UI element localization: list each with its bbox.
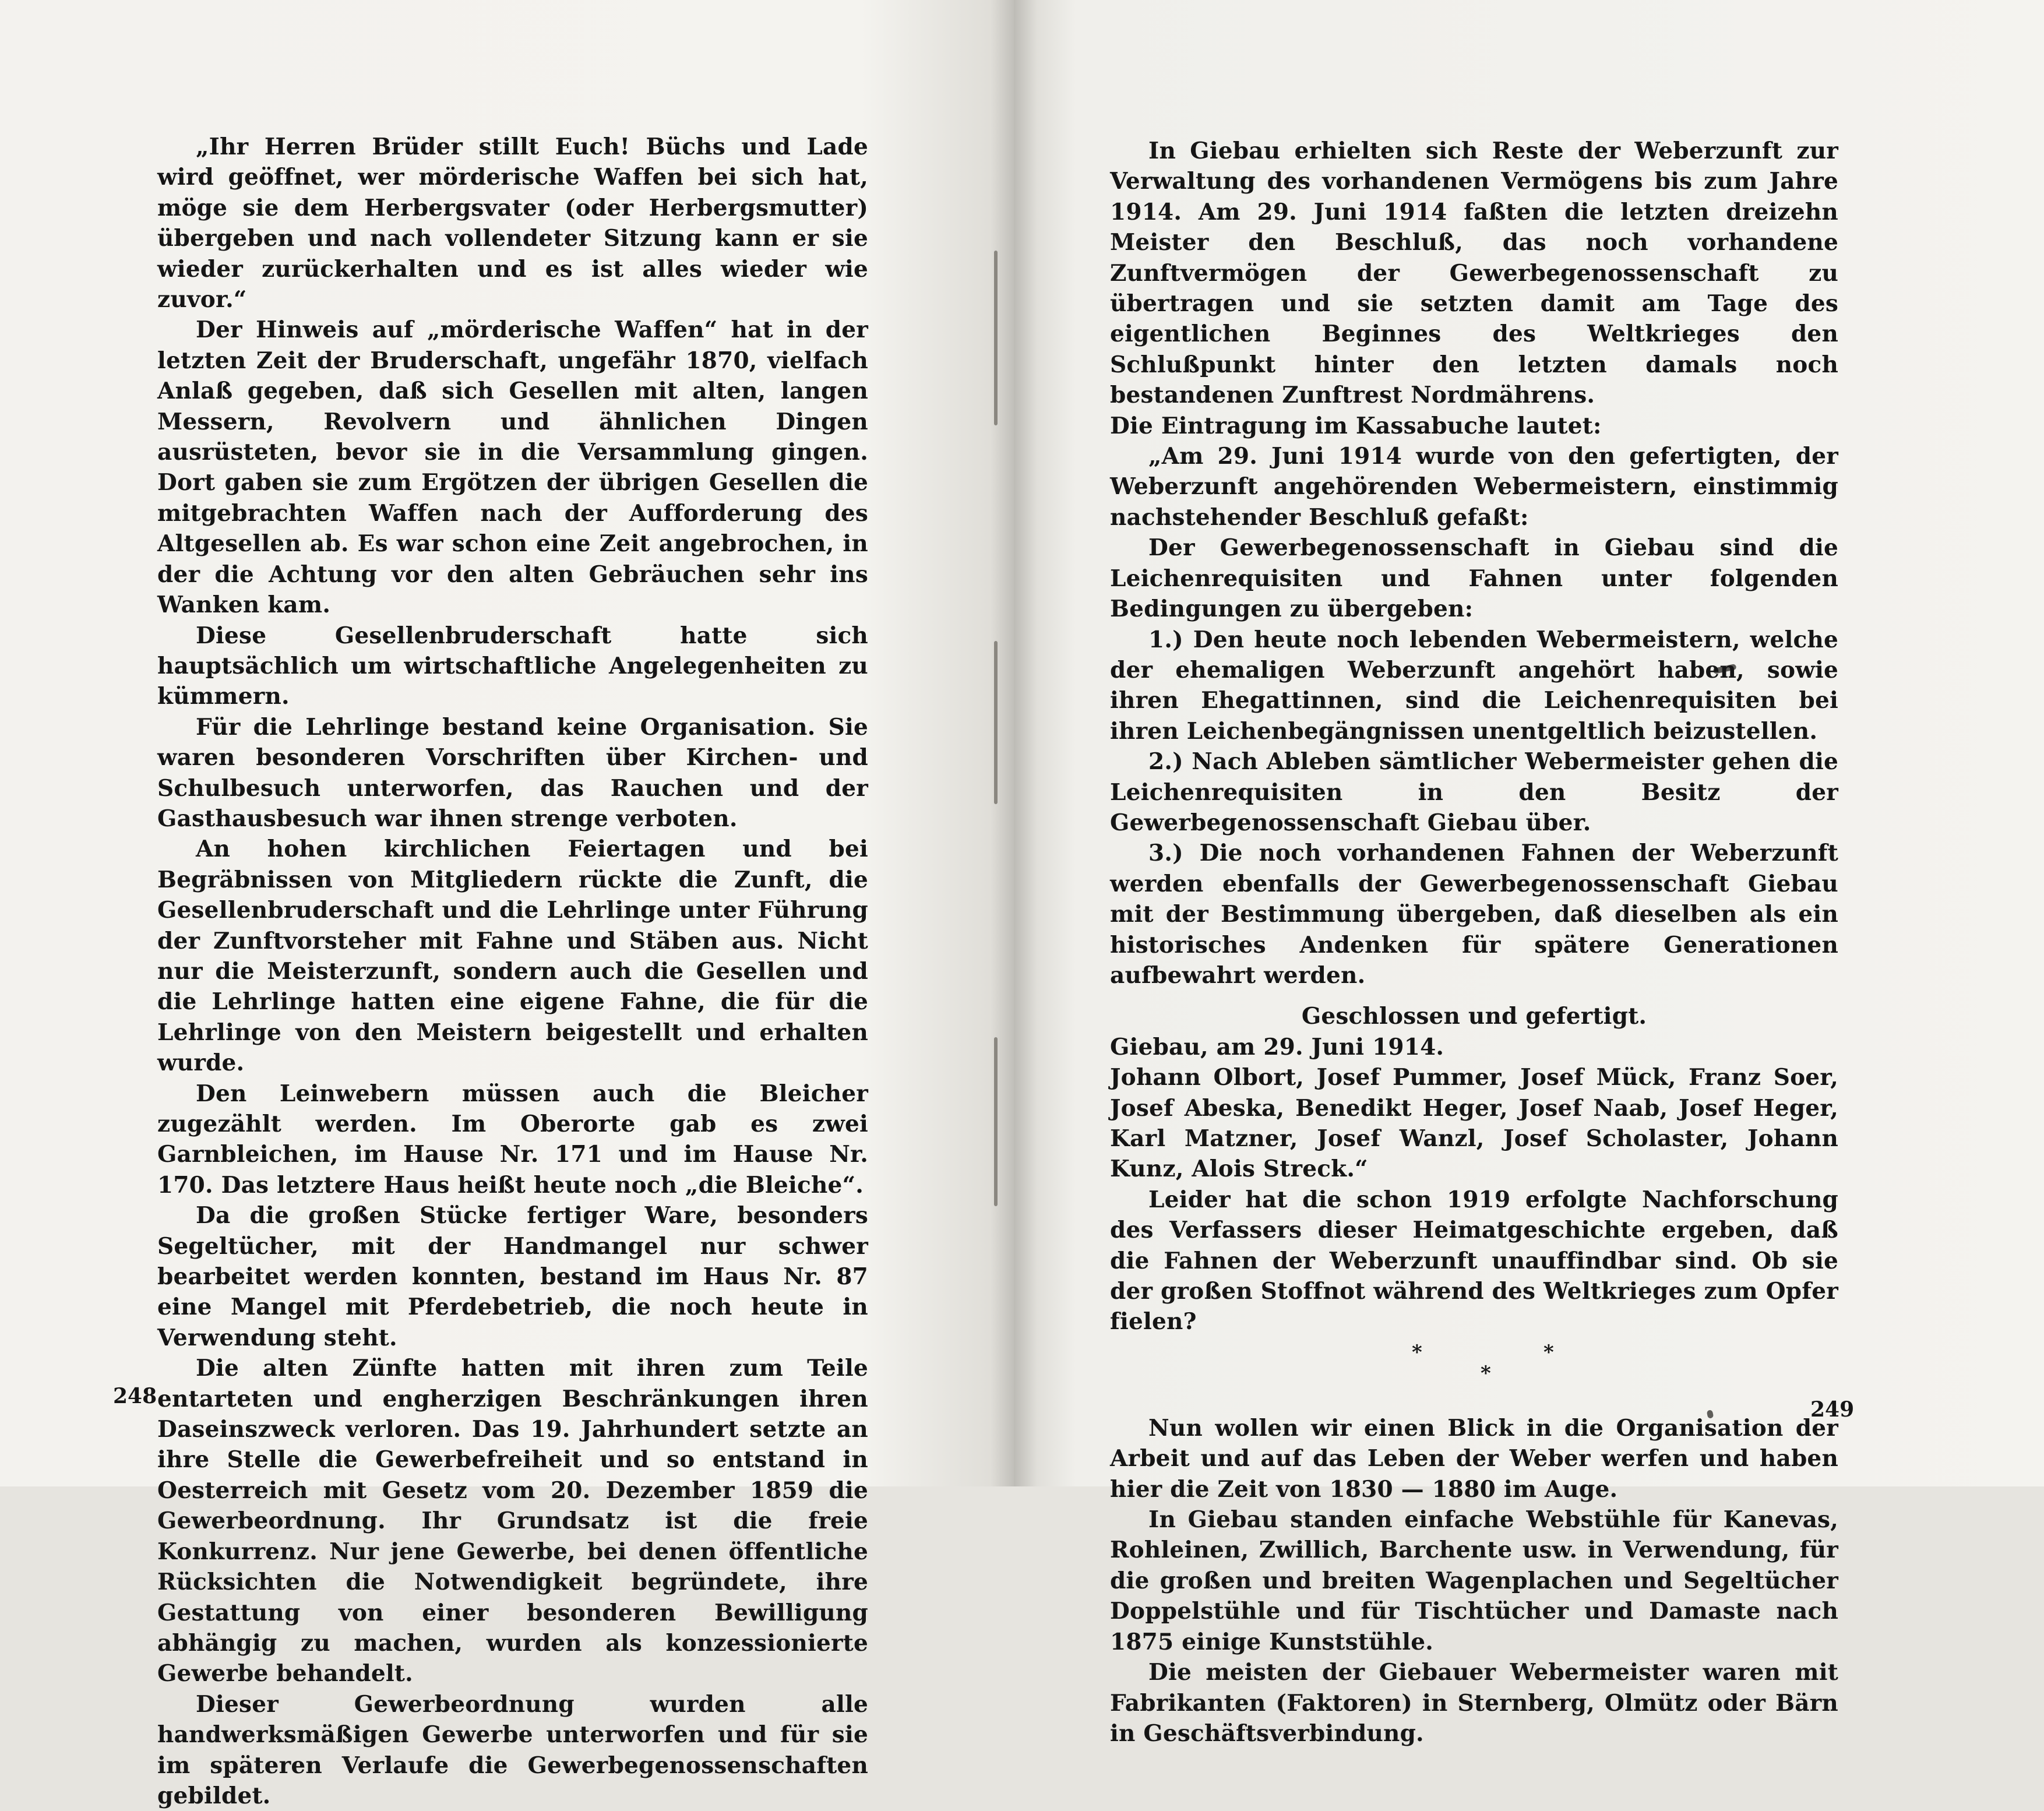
paragraph: Für die Lehrlinge bestand keine Organisation. Sie waren besonderen Vorschriften über Kirchen- und Schulbesuch unterworfen, das Rauchen und der Gasthausbesuch war ihnen strenge verboten. xyxy=(157,713,868,832)
paragraph: Dieser Gewerbeordnung wurden alle handwerksmäßigen Gewerbe unterworfen und für sie im späteren Verlaufe die Gewerbegenossenschaften gebildet. xyxy=(157,1690,868,1809)
binding-staple xyxy=(994,1037,998,1206)
book-gutter xyxy=(991,0,1037,1486)
paragraph: Nun wollen wir einen Blick in die Organisation der Arbeit und auf das Leben der Weber werfen und haben hier die Zeit von 1830 — 1880 im Auge. xyxy=(1110,1414,1838,1503)
paragraph: In Giebau standen einfache Webstühle für Kanevas, Rohleinen, Zwillich, Barchente usw. in Verwendung, für die großen und breiten Wagenplachen und Segeltücher Doppelstühle und für Tischtücher und Damaste nach 1875 einige Kunststühle. xyxy=(1110,1506,1838,1655)
closing-formula: Geschlossen und gefertigt. xyxy=(1301,1003,1647,1030)
paragraph: „Ihr Herren Brüder stillt Euch! Büchs und Lade wird geöffnet, wer mörderische Waffen bei sich hat, möge sie dem Herbergsvater (oder Herbergsmutter) übergeben und nach vollendeter Sitzung kann er sie wieder zurückerhalten und es ist alles wieder wie zuvor.“ xyxy=(157,133,868,313)
binding-staple xyxy=(994,641,998,804)
paragraph: Der Hinweis auf „mörderische Waffen“ hat in der letzten Zeit der Bruderschaft, ungefähr 1870, vielfach Anlaß gegeben, daß sich Gesellen mit alten, langen Messern, Revolvern und ähnlichen Dingen ausrüsteten, bevor sie in die Versammlung gingen. Dort gaben sie zum Ergötzen der übrigen Gesellen die mitgebrachten Waffen nach der Aufforderung des Altgesellen ab. Es war schon eine Zeit angebrochen, in der die Achtung vor den alten Gebräuchen sehr ins Wanken kam. xyxy=(157,316,868,619)
page-number-left: 248 xyxy=(113,1384,157,1408)
binding-staple xyxy=(994,251,998,425)
page-number-right: 249 xyxy=(1810,1397,1855,1422)
separator-star: * xyxy=(1543,1340,1554,1364)
left-page-text xyxy=(157,132,868,1811)
left-page xyxy=(0,0,1014,1809)
paragraph: Leider hat die schon 1919 erfolgte Nachforschung des Verfassers dieser Heimatgeschichte ergeben, daß die Fahnen der Weberzunft unauffindbar sind. Ob sie der großen Stoffnot während des Weltkrieges zum Opfer fielen? xyxy=(1110,1186,1838,1336)
quoted-resolution: „Am 29. Juni 1914 wurde von den gefertigten, der Weberzunft angehörenden Webermeistern, einstimmig nachstehender Beschluß gefaßt: xyxy=(1110,443,1838,531)
paragraph: Den Leinwebern müssen auch die Bleicher zugezählt werden. Im Oberorte gab es zwei Garnbleichen, im Hause Nr. 171 und im Hause Nr. 170. Das letztere Haus heißt heute noch „die Bleiche“. xyxy=(157,1080,868,1199)
place-and-date: Giebau, am 29. Juni 1914. xyxy=(1110,1033,1444,1060)
separator-star: * xyxy=(1412,1340,1422,1364)
separator-star: * xyxy=(1481,1361,1491,1385)
numbered-clause-2: 2.) Nach Ableben sämtlicher Webermeister gehen die Leichenrequisiten in den Besitz der Gewerbegenossenschaft Giebau über. xyxy=(1110,748,1838,836)
numbered-clause-1: 1.) Den heute noch lebenden Webermeistern, welche der ehemaligen Weberzunft angehört haben, sowie ihren Ehegattinnen, sind die Leichenrequisiten bei ihren Leichenbegängnissen unentgeltlich beizustellen. xyxy=(1110,626,1838,745)
paragraph: Diese Gesellenbruderschaft hatte sich hauptsächlich um wirtschaftliche Angelegenheiten zu kümmern. xyxy=(157,622,868,710)
right-page-text xyxy=(1110,136,1838,1749)
numbered-clause-3: 3.) Die noch vorhandenen Fahnen der Weberzunft werden ebenfalls der Gewerbegenossenschaft Giebau mit der Bestimmung übergeben, daß dieselben als ein historisches Andenken für spätere Generationen aufbewahrt werden. xyxy=(1110,840,1838,989)
paragraph: An hohen kirchlichen Feiertagen und bei Begräbnissen von Mitgliedern rückte die Zunft, die Gesellenbruderschaft und die Lehrlinge unter Führung der Zunftvorsteher mit Fahne und Stäben aus. Nicht nur die Meisterzunft, sondern auch die Gesellen und die Lehrlinge hatten eine eigene Fahne, die für die Lehrlinge von den Meistern beigestellt und erhalten wurde. xyxy=(157,836,868,1077)
paragraph: Die alten Zünfte hatten mit ihren zum Teile entarteten und engherzigen Beschränkungen ihren Daseinszweck verloren. Das 19. Jahrhundert setzte an ihre Stelle die Gewerbefreiheit und so entstand in Oesterreich mit Gesetz vom 20. Dezember 1859 die Gewerbeordnung. Ihr Grundsatz ist die freie Konkurrenz. Nur jene Gewerbe, bei denen öffentliche Rücksichten die Notwendigkeit begründete, ihre Gestattung von einer besonderen Bewilligung abhängig zu machen, wurden als konzessionierte Gewerbe behandelt. xyxy=(157,1355,868,1687)
paragraph: In Giebau erhielten sich Reste der Weberzunft zur Verwaltung des vorhandenen Vermögens bis zum Jahre 1914. Am 29. Juni 1914 faßten die letzten dreizehn Meister den Beschluß, das noch vorhandene Zunftvermögen der Gewerbegenossenschaft zu übertragen und sie setzten damit am Tage des eigentlichen Beginnes des Weltkrieges den Schlußpunkt hinter den letzten damals noch bestandenen Zunftrest Nordmährens. xyxy=(1110,138,1838,409)
signatories: Johann Olbort, Josef Pummer, Josef Mück, Franz Soer, Josef Abeska, Benedikt Heger, Josef Naab, Josef Heger, Karl Matzner, Josef Wanzl, Josef Scholaster, Johann Kunz, Alois Streck.“ xyxy=(1110,1064,1838,1183)
section-separator xyxy=(1110,1337,1838,1413)
paragraph: Der Gewerbegenossenschaft in Giebau sind die Leichenrequisiten und Fahnen unter folgenden Bedingungen zu übergeben: xyxy=(1110,534,1838,623)
paragraph: Die Eintragung im Kassabuche lautet: xyxy=(1110,412,1602,439)
paragraph: Da die großen Stücke fertiger Ware, besonders Segeltücher, mit der Handmangel nur schwer bearbeitet werden konnten, bestand im Haus Nr. 87 eine Mangel mit Pferdebetrieb, die noch heute in Verwendung steht. xyxy=(157,1202,868,1351)
paragraph: Die meisten der Giebauer Webermeister waren mit Fabrikanten (Faktoren) in Sternberg, Olmütz oder Bärn in Geschäftsverbindung. xyxy=(1110,1659,1838,1747)
